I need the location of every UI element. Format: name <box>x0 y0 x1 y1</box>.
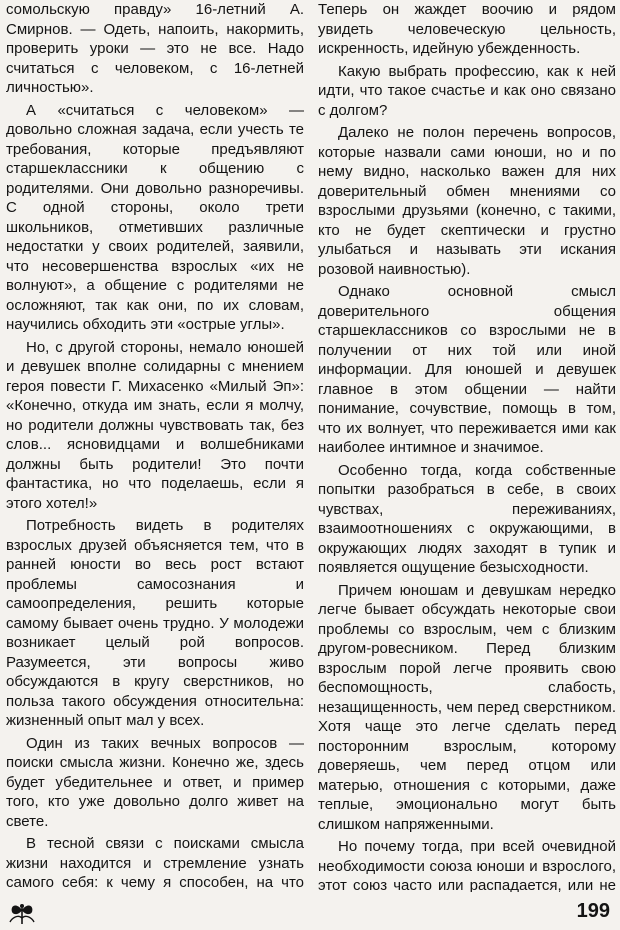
paragraph: Причем юношам и девушкам нередко легче бывает обсуждать некоторые свои проблемы со взрослым, чем с близким другом-ровесником. Перед близким взрослым порой легче проявить свою беспомощность, слабость, незащищенность, чем перед сверстником. Хотя чаще это легче сделать перед посторонним взрослым, которому доверяешь, чем перед отцом или матерью, отношения с которыми, даже теплые, эмоционально могут быть слишком напряженными. <box>318 581 616 833</box>
floral-ornament-icon <box>6 898 38 926</box>
right-column <box>318 0 616 892</box>
paragraph: В тесной связи с поисками смысла жизни находится и стремление узнать самого себя: к чему я способен, на что <box>6 835 304 891</box>
paragraph: Какую выбрать профессию, как к ней идти, что такое счастье и как оно связано с долгом? <box>318 62 616 119</box>
left-column <box>6 0 304 892</box>
paragraph: Один из таких вечных вопросов — поиски смысла жизни. Конечно же, здесь будет убедительнее и ответ, и пример того, кто уже довольно долго живет на свете. <box>6 734 304 830</box>
paragraph: Но почему тогда, при всей очевидной необходимости союза юноши и взрослого, этот союз часто или распадается, или не <box>318 838 616 892</box>
paragraph: сомольскую правду» 16-летний А. Смирнов. — Одеть, напоить, накормить, проверить уроки — это не все. Надо считаться с человеком, с 16-летней личностью». <box>6 1 304 96</box>
paragraph: Особенно тогда, когда собственные попытки разобраться в себе, в своих чувствах, переживаниях, взаимоотношениях с окружающими, в окружающих людях заходят в тупик и появляется ощущение безысходности. <box>318 461 616 576</box>
paragraph: Далеко не полон перечень вопросов, которые назвали сами юноши, но и по нему видно, насколько важен для них доверительный обмен мнениями со взрослыми друзьями (конечно, с такими, кто не будет скептически и грустно улыбаться и называть эти искания розовой наивностью). <box>318 124 616 278</box>
paragraph: Теперь он жаждет воочию и рядом увидеть человеческую цельность, искренность, идейную убежденность. <box>318 1 616 57</box>
paragraph: Потребность видеть в родителях взрослых друзей объясняется тем, что в ранней юности во весь рост встают проблемы самосознания и самоопределения, решить которые самому бывает очень трудно. У молодежи возникает целый рой вопросов. Разумеется, эти вопросы живо обсуждаются в кругу сверстников, но польза такого обсуждения относительна: жизненный опыт мал у всех. <box>6 517 304 729</box>
paragraph: Однако основной смысл доверительного общения старшеклассников со взрослыми не в получении от них той или иной информации. Для юношей и девушек главное в этом общении — найти понимание, сочувствие, помощь в том, что их волнует, что переживается ими как наиболее интимное и значимое. <box>318 283 616 456</box>
page-number: 199 <box>576 900 610 922</box>
paragraph: Но, с другой стороны, немало юношей и девушек вполне солидарны с мнением героя повести Г. Михасенко «Милый Эп»: «Конечно, откуда им знать, если я молчу, но родители должны чувствовать так, без слов... ясновидцами и волшебниками должны быть родители! Это почти фантастика, но что поделаешь, если я этого хотел!» <box>6 338 304 512</box>
paragraph: А «считаться с человеком» — довольно сложная задача, если учесть те требования, которые предъявляют старшеклассники к общению с родителями. Они довольно разноречивы. С одной стороны, около трети школьников, отметивших различные недостатки у своих родителей, заявили, что несовершенства взрослых «их не волнуют», а общение с родителями не осложняют, так как они, по их словам, научились обходить эти «острые углы». <box>6 101 304 333</box>
